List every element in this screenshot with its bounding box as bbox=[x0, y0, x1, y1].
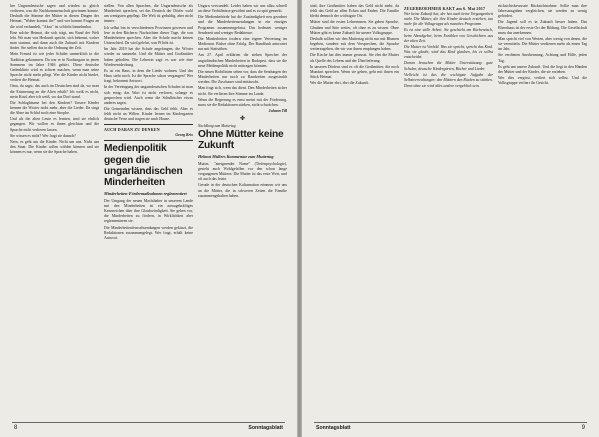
paragraph: In der Vereinigung der ungarndeutschen Schulen ist man sich einig: das Wort ist nicht verloren, solange es gesprochen wird. Auch wenn die Schulbücher etwas anderes sagen. bbox=[104, 85, 193, 105]
section-tag: ZEGERBOEHMER KAKT am 6. Mai 2017 bbox=[404, 6, 486, 11]
author-signature: Georg Krix bbox=[175, 133, 193, 138]
article-headline: Medienpolitik gegen die ungarländischen Minderheiten bbox=[104, 143, 183, 189]
paragraph: Sie verdienen Anerkennung, Achtung und Hilfe, jeden Tag. bbox=[498, 53, 587, 63]
publication-name: Sonntagsblatt bbox=[316, 425, 351, 431]
paragraph: Mütter sind die ersten Lehrerinnen. Sie geben Sprache, Glauben und Sitte weiter, oft ohne es zu wissen. Ohne Mütter gibt es keine Zukunft für unsere Volksgruppe. bbox=[310, 20, 399, 35]
paragraph: Ungarn verwandelt. Leider haben wir uns allzu schnell an diese Verhältnisse gewöhnt und es zu spät gemerkt. bbox=[198, 4, 287, 14]
paragraph: Ich selbst bin in verschiedenen Provinzen gewesen und lese in den Büchern: Nachrichten dieser Tage, die von Minderheiten sprechen. Aber die Schule macht keinen Unterschied. Da wird gelehrt, was Pflicht ist. bbox=[104, 25, 193, 46]
paragraph: Es ist eine stille Arbeit. Sie geschieht am Küchentisch, beim Abendgebet, beim Erzählen von Geschichten aus der alten Zeit. bbox=[404, 28, 493, 43]
paragraph: Im Jahr 2019 hat die Schule angefangen, die Wörter wieder zu sammeln. Und die Mütter und Großmütter haben geholfen. Die Lehrerin sagt: es war wie eine Wiederentdeckung. bbox=[104, 47, 193, 67]
paragraph: Nein, es geht um die Kinder. Nicht um uns. Nicht um den Staat. Die Kinder sollen wählen können und sie können es nur, wenn sie die Sprache haben. bbox=[10, 139, 99, 155]
article-deck: Minderheiten-Fördermaßnahmen reglementiert bbox=[104, 190, 187, 196]
paragraph: Am 27. April erklärten die sieben Sprecher der ungarländischen Minderheiten in Budapest, dass sie die neue Medienpolitik nicht mittragen könnten. bbox=[198, 53, 287, 68]
paragraph: Es ist ein Haus, in dem die Lieder wohnen. Und das Haus steht noch. Ist die Sprache schon vergangen? Wer fragt, bekommt Antwort. bbox=[104, 68, 193, 84]
left-page bbox=[0, 0, 297, 437]
author-signature: Johann Till bbox=[268, 108, 287, 113]
paragraph: Die neuen Richtlinien sehen vor, dass die Sendungen der Minderheiten nur noch zu Randzeiten ausgestrahlt werden. Die Zuschauer sind enttäuscht. bbox=[198, 69, 287, 85]
article-kicker: Nachklang zum Muttertag bbox=[198, 123, 236, 128]
paragraph: Vielleicht ist das die wichtigste Aufgabe der Selbstverwaltungen: den Müttern den Rücken zu stärken. bbox=[404, 72, 493, 82]
footer-rule bbox=[12, 422, 285, 423]
paragraph: stellen. Von allen Sprachen, die Ungarndeutsche als Minderheit sprechen, sei das Deutsch der Dörfer wohl am wenigsten gepflegt. Die Welt ist geduldig, aber nicht immer. bbox=[104, 4, 193, 24]
paragraph: Darum brauchen die Mütter Unterstützung: gute Schulen, deutsche Kindergärten, Bücher und Lieder. bbox=[404, 61, 493, 71]
paragraph: Die Minderheiten fordern eine eigene Vertretung im Medienrat. Bisher ohne Erfolg. Der Rundfunk antwortet nur mit Statistiken. bbox=[198, 36, 287, 52]
paragraph: Deshalb sollten wir den Muttertag nicht nur mit Blumen begehen, sondern mit dem Versprechen, die Sprache weiterzugeben, die wir von ihnen empfangen haben. bbox=[310, 36, 399, 52]
paragraph: Wer keine Zukunft hat, der hat auch keine Vergangenheit mehr. Die Mütter, die ihre Kinder deutsch erziehen, tun mehr für die Volksgruppe als manches Programm. bbox=[404, 12, 493, 27]
page-number: 8 bbox=[14, 425, 18, 431]
paragraph: Man fragt sich, wem das dient. Den Minderheiten sicher nicht. Sie verlieren ihre Stimme im Lande. bbox=[198, 86, 287, 96]
paragraph: Gerade in der deutschen Kulturnation erinnern wir uns an die Mütter, die in schweren Zeiten die Familie zusammengehalten haben. bbox=[198, 183, 287, 198]
paragraph: Denn ohne sie wird alles andere vergeblich sein. bbox=[404, 84, 480, 89]
page-number: 9 bbox=[581, 425, 585, 431]
section-tag: AUCH DARAN ZU DENKEN bbox=[104, 127, 160, 133]
paragraph: Die Medienbehörde hat die Zuständigkeit neu geordnet und die Minderheitensendungen in ein einziges Programm zusammengefasst. Das bedeutet weniger Sendezeit und weniger Redakteure. bbox=[198, 15, 287, 35]
paragraph: Die Mutter ist Vorbild. Was sie spricht, spricht das Kind. Was sie glaubt, wird das Kind glauben, bis es selbst entscheidet. bbox=[404, 44, 493, 60]
paragraph: Wer die Mutter ehrt, ehrt die Zukunft. bbox=[310, 81, 369, 86]
paragraph: Mutter, "aneignender Name" (Tiefenpsychologie), gesteht auch Wohlgefallen vor den schon lange vergangenen Müttern. Die Mutter ist das erste Wort, und oft auch das letzte. bbox=[198, 161, 287, 182]
left-column-1 bbox=[10, 4, 99, 416]
right-column-3 bbox=[498, 4, 587, 416]
article-headline: Ohne Mütter keine Zukunft bbox=[198, 128, 284, 152]
paragraph: Der Umgang der neuen Machthaber in unserem Lande mit den Minderheiten ist ein aussagekräftiges Kennzeichen über ihre Glaubwürdigkeit. Sie geben vor, die Minderheiten zu fördern, in Wirklichkeit aber reglementieren sie. bbox=[104, 198, 193, 224]
left-column-2 bbox=[104, 4, 193, 416]
article-deck: Helmut Müllers Kommentar zum Muttertag bbox=[198, 153, 274, 159]
paragraph: Die Kirche hat dies immer gewusst. Sie ehrt die Mutter als Quelle des Lebens und der Überlieferung. bbox=[310, 53, 399, 63]
paragraph: Es geht um unsere Zukunft. Und die liegt in den Händen der Mütter und der Kinder, die sie erziehen. bbox=[498, 64, 587, 74]
paragraph: Die Schlagbäume bei den Kindern? Unsere Kinder kennen die Wörter nicht mehr, aber die Lieder. Da singt die Ahne im Schlaf noch eine Strophe. bbox=[10, 100, 99, 116]
paragraph: Sie wissen es nicht? Wer fragt sie danach? bbox=[10, 133, 76, 138]
paragraph: rücksichtsbewusste Rücksichtnahme. Sollte man ihre Jahresausgaben vergleichen, sie werden zu wenig gefördert. bbox=[498, 4, 587, 19]
paragraph: Oma, du sagst, das auch im Deutschen sind da, wo man die Erinnerung an die Alten erhält? Ich weiß es nicht, mein Kind, aber ich weiß, wo das Dorf stand. bbox=[10, 84, 99, 99]
paragraph: Die Minderheitenfernsehsendungen werden gekürzt, die Redaktionen zusammengelegt. Wer fragt, erhält keine Antwort. bbox=[104, 225, 193, 240]
left-column-3 bbox=[198, 4, 287, 416]
paragraph: Mein Freund ist wie jeder Schüler unmerklich in die Tradition gekommen. Da war er in Nordungarn in jenen Sommern im Jahre 1946 gehört. Diese deutsche Gedenklinie wird es schwer machen, wenn man seine Sprache nicht mehr pflegt. Wer die Kinder nicht bindet, verliert die Heimat. bbox=[10, 52, 99, 83]
divider bbox=[104, 140, 193, 141]
divider bbox=[104, 124, 193, 125]
paragraph: Wer dies vergisst, verliert sich selbst. Und die Volksgruppe verliert ihr Gesicht. bbox=[498, 76, 587, 86]
right-page bbox=[302, 0, 599, 437]
paragraph: sind, ihre Großmütter haben das Geld nicht mehr, da fehlt das Geld an allen Ecken und Enden. Die Familie bleibt dennoch der wichtigste Ort. bbox=[310, 4, 399, 19]
paragraph: Eine solche Heimat, die sich trägt, am Rand der Welt lebt. Wo man von Herkunft spricht, sich bekennt, woher man stammt, und dann auch die Zukunft mit Kindern findet. Sie stellen das in die Ordnung der Zeit. bbox=[10, 30, 99, 51]
separator-star-icon: ✤ bbox=[239, 115, 246, 122]
paragraph: her Ungarndeutsche sagen und würden so gleich verlieren, was die Nachkommenschaft gewinnen konnte. Deshalb die Stimme der Mütter in diesen Dingen der Heimat; "Woher kommt ihr?" und wer kommt Fragen an die wird verhandelt, "Akzo" ist schlicht hinnehmbar. bbox=[10, 4, 99, 29]
paragraph: Und als die alten Leute es lernten, sind sie ehrlich gegangen. Wir wollen es ihnen gleichtun und die Sprache nicht verlieren lassen. bbox=[10, 117, 99, 132]
paragraph: Man spricht viel von Werten, aber wenig von denen, die sie vermitteln. Die Mütter verdienen mehr als einen Tag im Jahr. bbox=[498, 36, 587, 52]
paragraph: Wenn die Regierung es ernst meint mit der Förderung, muss sie die Redaktionen stärken, nicht schwächen. bbox=[198, 97, 287, 107]
publication-name: Sonntagsblatt bbox=[248, 425, 283, 431]
paragraph: Die Gemeinden wissen, dass das Geld fehlt. Aber es fehlt nicht an Willen. Kinder lernen im Kindergarten deutsche Verse und tragen sie nach Hause. bbox=[104, 106, 193, 122]
paragraph: In unseren Dörfern sind es oft die Großmütter, die noch Mundart sprechen. Wenn sie gehen, geht mit ihnen ein Stück Heimat. bbox=[310, 64, 399, 80]
right-column-2 bbox=[404, 4, 493, 416]
paragraph: Die Jugend soll es in Zukunft besser haben. Das Elternhaus ist der erste Ort der Bildung. Die Gesellschaft muss das anerkennen. bbox=[498, 20, 587, 35]
footer-rule bbox=[314, 422, 587, 423]
right-column-1 bbox=[310, 4, 399, 416]
